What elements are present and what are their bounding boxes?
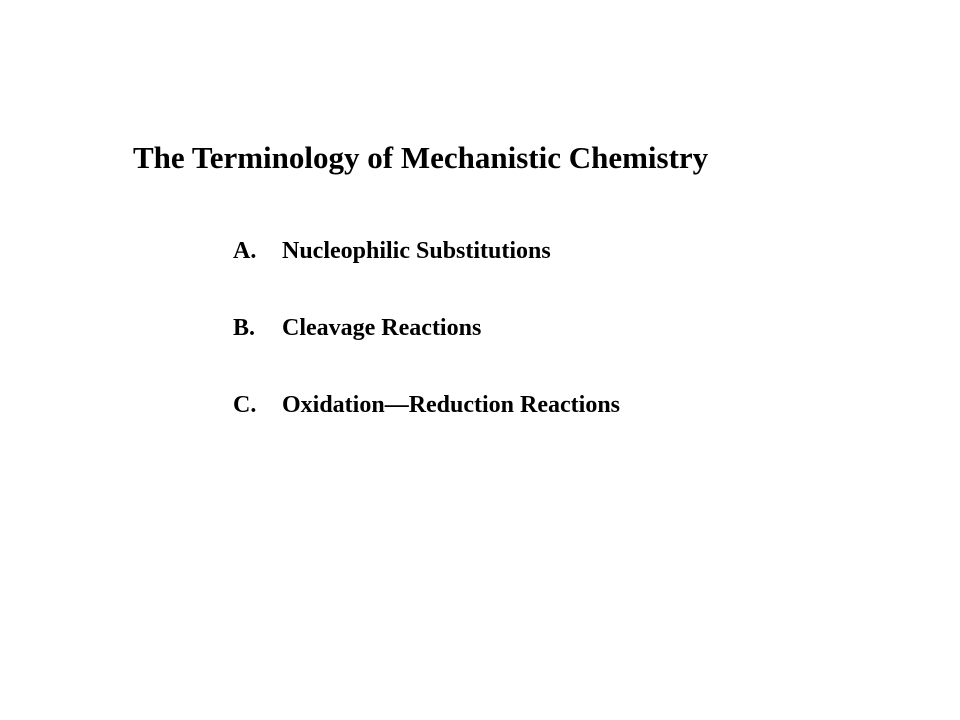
item-text: Oxidation—Reduction Reactions [282,392,621,418]
outline-item-a [233,229,620,306]
outline-list [233,229,620,460]
slide-title: The Terminology of Mechanistic Chemistry [133,140,709,175]
outline-item-b [233,306,620,383]
item-marker: A. [233,238,257,264]
item-marker: B. [233,315,256,341]
outline-item-c [233,383,620,460]
item-text: Nucleophilic Substitutions [282,238,551,264]
item-text: Cleavage Reactions [282,315,482,341]
item-marker: C. [233,392,257,418]
